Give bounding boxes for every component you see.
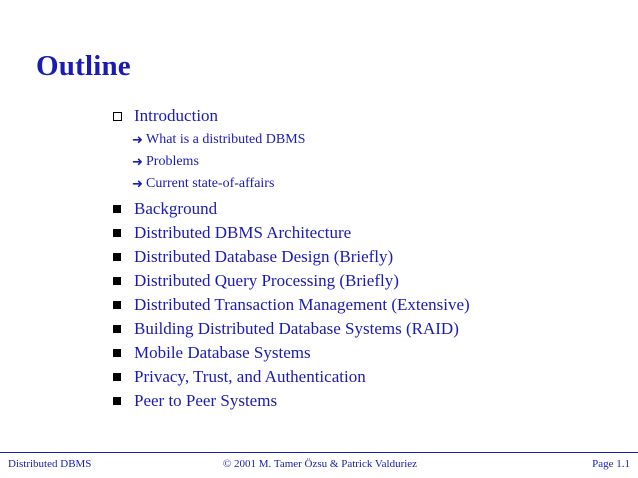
outline-item-label: Distributed Database Design (Briefly) [134, 247, 394, 266]
outline-subitem-label: Problems [146, 154, 199, 169]
outline-item-label: Distributed Query Processing (Briefly) [134, 271, 399, 290]
outline-list [112, 104, 612, 413]
filled-square-bullet-icon [113, 325, 121, 333]
introduction-sublist [112, 129, 612, 195]
outline-item-label: Background [134, 199, 218, 218]
footer-copyright: © 2001 M. Tamer Özsu & Patrick Valduriez [222, 458, 418, 470]
filled-square-bullet-icon [113, 253, 121, 261]
outline-subitem [132, 151, 612, 173]
outline-item [112, 365, 612, 389]
right-arrow-icon: ➜ [132, 132, 143, 148]
hollow-square-bullet-icon [113, 112, 122, 121]
outline-item [112, 197, 612, 221]
outline-item-label: Distributed Transaction Management (Extensive) [134, 295, 470, 314]
outline-item [112, 293, 612, 317]
outline-subitem [132, 173, 612, 195]
filled-square-bullet-icon [113, 229, 121, 237]
filled-square-bullet-icon [113, 397, 121, 405]
outline-item [112, 269, 612, 293]
outline-item-introduction [112, 104, 612, 128]
filled-square-bullet-icon [113, 277, 121, 285]
outline-item [112, 221, 612, 245]
filled-square-bullet-icon [113, 373, 121, 381]
outline-item-label: Privacy, Trust, and Authentication [134, 367, 366, 386]
footer-divider [0, 452, 638, 453]
right-arrow-icon: ➜ [132, 154, 143, 170]
slide-title: Outline [36, 50, 131, 82]
right-arrow-icon: ➜ [132, 176, 143, 192]
outline-subitem [132, 129, 612, 151]
outline-item [112, 317, 612, 341]
outline-item-label: Building Distributed Database Systems (RAID) [134, 319, 459, 338]
filled-square-bullet-icon [113, 349, 121, 357]
outline-subitem-label: What is a distributed DBMS [146, 132, 306, 147]
outline-item-label: Peer to Peer Systems [134, 391, 278, 410]
outline-item [112, 341, 612, 365]
outline-item [112, 389, 612, 413]
outline-item-label: Distributed DBMS Architecture [134, 223, 352, 242]
filled-square-bullet-icon [113, 205, 121, 213]
outline-item [112, 245, 612, 269]
outline-item-label: Mobile Database Systems [134, 343, 311, 362]
outline-subitem-label: Current state-of-affairs [146, 176, 275, 191]
outline-item-label: Introduction [134, 106, 219, 125]
footer-page-number: Page 1.1 [592, 458, 630, 470]
filled-square-bullet-icon [113, 301, 121, 309]
footer-course-name: Distributed DBMS [8, 458, 92, 470]
